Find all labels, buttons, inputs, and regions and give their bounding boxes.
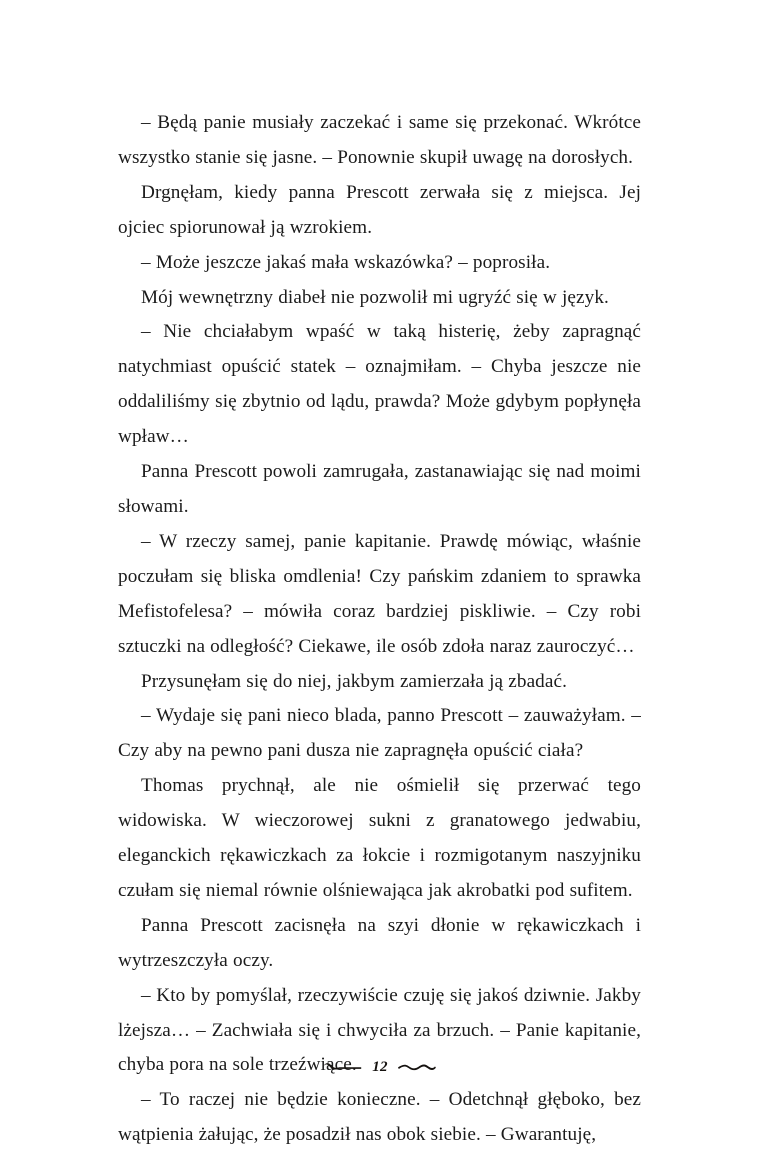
paragraph: Przysunęłam się do niej, jakbym zamierzała ją zbadać. [141,670,567,692]
paragraph: Drgnęłam, kiedy panna Prescott zerwała się z miejsca. Jej ojciec spiorunował ją wzrokiem. [118,181,641,238]
paragraph: – Kto by pomyślał, rzeczywiście czuję się jakoś dziwnie. Jakby lżejsza… – Zachwiała się i chwyciła za brzuch. – Panie kapitanie, chyba pora na sole trzeźwiące. [118,984,641,1076]
paragraph: – Nie chciałabym wpaść w taką histerię, żeby zapragnąć natychmiast opuścić statek – oznajmiłam. – Chyba jeszcze nie oddaliliśmy się zbytnio od lądu, prawda? Może gdybym popłynęła wpław… [118,321,641,448]
paragraph: – Może jeszcze jakaś mała wskazówka? – poprosiła. [141,251,551,273]
paragraph: – W rzeczy samej, panie kapitanie. Prawdę mówiąc, właśnie poczułam się bliska omdlenia! Czy pańskim zdaniem to sprawka Mefistofelesa? – mówiła coraz bardziej piskliwie. – Czy robi sztuczki na odległość? Ciekawe, ile osób zdoła naraz zauroczyć… [118,530,641,657]
paragraph: Panna Prescott powoli zamrugała, zastanawiając się nad moimi słowami. [118,461,641,517]
paragraph: – Wydaje się pani nieco blada, panno Prescott – zauważyłam. – Czy aby na pewno pani dusza nie zapragnęła opuścić ciała? [118,705,641,762]
swash-flourish-left-icon [323,1061,363,1075]
paragraph: Mój wewnętrzny diabeł nie pozwolił mi ugryźć się w język. [141,286,609,308]
body-text-block [118,106,641,1153]
paragraph: Panna Prescott zacisnęła na szyi dłonie w rękawiczkach i wytrzeszczyła oczy. [118,914,641,971]
page-number: 12 [372,1059,388,1075]
swash-flourish-right-icon [397,1061,437,1075]
paragraph: – Będą panie musiały zaczekać i same się przekonać. Wkrótce wszystko stanie się jasne. – Ponownie skupił uwagę na dorosłych. [118,112,641,168]
page-footer [0,1053,760,1083]
paragraph: – To raczej nie będzie konieczne. – Odetchnął głęboko, bez wątpienia żałując, że posadził nas obok siebie. – Gwarantuję, [118,1089,641,1146]
paragraph: Thomas prychnął, ale nie ośmielił się przerwać tego widowiska. W wieczorowej sukni z granatowego jedwabiu, eleganckich rękawiczkach za łokcie i rozmigotanym naszyjniku czułam się niemal równie olśniewająca jak akrobatki pod sufitem. [118,775,641,901]
